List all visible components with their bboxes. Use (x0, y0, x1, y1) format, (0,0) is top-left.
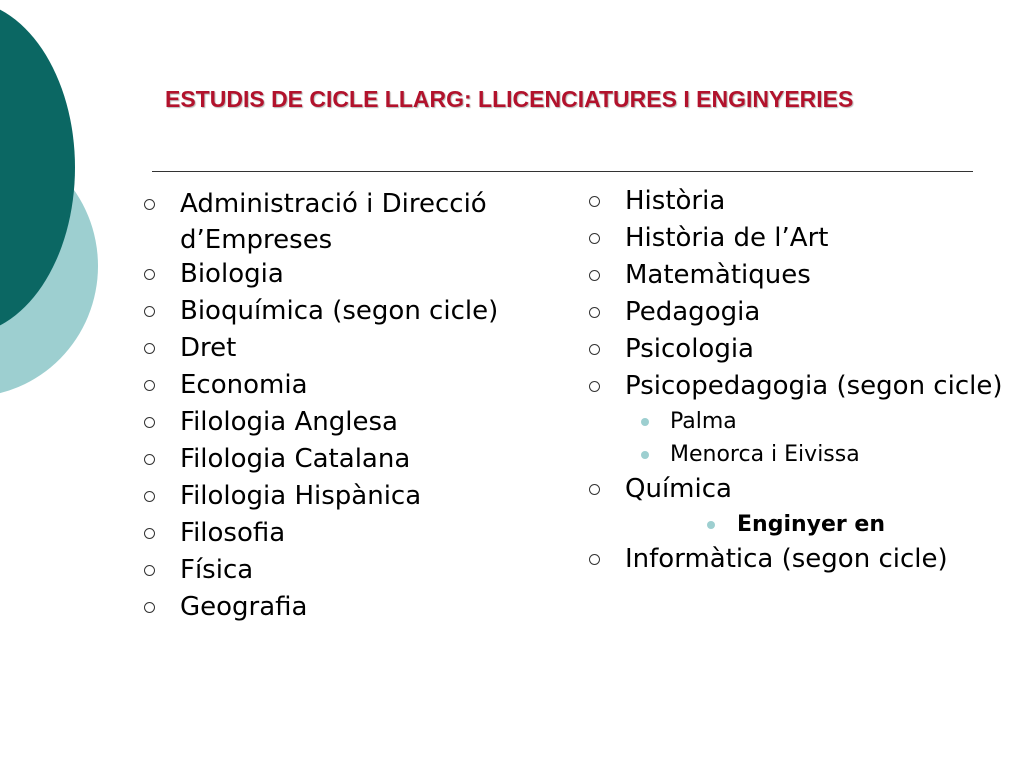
list-item-label: Dret (180, 333, 237, 363)
ring-bullet-icon (144, 343, 155, 354)
ring-bullet-icon (144, 306, 155, 317)
right-list (585, 186, 1005, 581)
sub-list-item-label: Palma (670, 409, 737, 434)
list-item-label: Psicopedagogia (segon cicle) (625, 371, 1003, 401)
list-item-label: Història de l’Art (625, 223, 829, 253)
ring-bullet-icon (589, 233, 600, 244)
list-item-label: Economia (180, 370, 308, 400)
list-item-label: Matemàtiques (625, 260, 811, 290)
left-list (140, 186, 560, 629)
ring-bullet-icon (144, 528, 155, 539)
title-divider (152, 171, 973, 172)
sub-heading-item (585, 511, 1005, 539)
list-item-label: Filologia Anglesa (180, 407, 398, 437)
list-item (585, 186, 1005, 216)
ring-bullet-icon (144, 602, 155, 613)
list-item-label: Química (625, 474, 732, 504)
ring-bullet-icon (589, 484, 600, 495)
list-item (140, 444, 560, 474)
ring-bullet-icon (144, 417, 155, 428)
sub-list-item (585, 441, 1005, 469)
list-item-label: Filosofia (180, 518, 286, 548)
list-item-label: Pedagogia (625, 297, 761, 327)
list-item-label: Biologia (180, 259, 284, 289)
slide-title: ESTUDIS DE CICLE LLARG: LLICENCIATURES I ENGINYERIES (165, 86, 854, 112)
ring-bullet-icon (589, 554, 600, 565)
dot-bullet-icon (641, 451, 649, 459)
list-item (140, 518, 560, 548)
list-item-label: Informàtica (segon cicle) (625, 544, 948, 574)
ring-bullet-icon (589, 270, 600, 281)
list-item (140, 407, 560, 437)
list-item-label: Bioquímica (segon cicle) (180, 296, 499, 326)
ring-bullet-icon (589, 381, 600, 392)
list-item (140, 333, 560, 363)
list-item (585, 334, 1005, 364)
dot-bullet-icon (707, 521, 715, 529)
list-item (140, 481, 560, 511)
ring-bullet-icon (144, 565, 155, 576)
ring-bullet-icon (144, 199, 155, 210)
list-item (140, 592, 560, 622)
list-item (585, 223, 1005, 253)
ring-bullet-icon (144, 269, 155, 280)
sub-list-item (585, 408, 1005, 436)
list-item-label: Administració i Direcció d’Empreses (180, 189, 487, 255)
list-item (140, 555, 560, 585)
ring-bullet-icon (589, 344, 600, 355)
ring-bullet-icon (589, 196, 600, 207)
list-item-label: Física (180, 555, 254, 585)
ring-bullet-icon (144, 380, 155, 391)
list-item (140, 186, 560, 258)
ring-bullet-icon (589, 307, 600, 318)
list-item (585, 474, 1005, 504)
list-item (585, 260, 1005, 290)
list-item (140, 370, 560, 400)
list-item-label: Psicologia (625, 334, 754, 364)
ring-bullet-icon (144, 491, 155, 502)
dot-bullet-icon (641, 418, 649, 426)
sub-heading-label: Enginyer en (737, 512, 885, 537)
list-item (585, 544, 1005, 574)
list-item-label: Geografia (180, 592, 308, 622)
list-item-label: Història (625, 186, 726, 216)
list-item-label: Filologia Catalana (180, 444, 411, 474)
list-item (140, 296, 560, 326)
list-item (140, 259, 560, 289)
ring-bullet-icon (144, 454, 155, 465)
sub-list-item-label: Menorca i Eivissa (670, 442, 860, 467)
list-item (585, 297, 1005, 327)
list-item-label: Filologia Hispànica (180, 481, 422, 511)
list-item (585, 371, 1005, 401)
